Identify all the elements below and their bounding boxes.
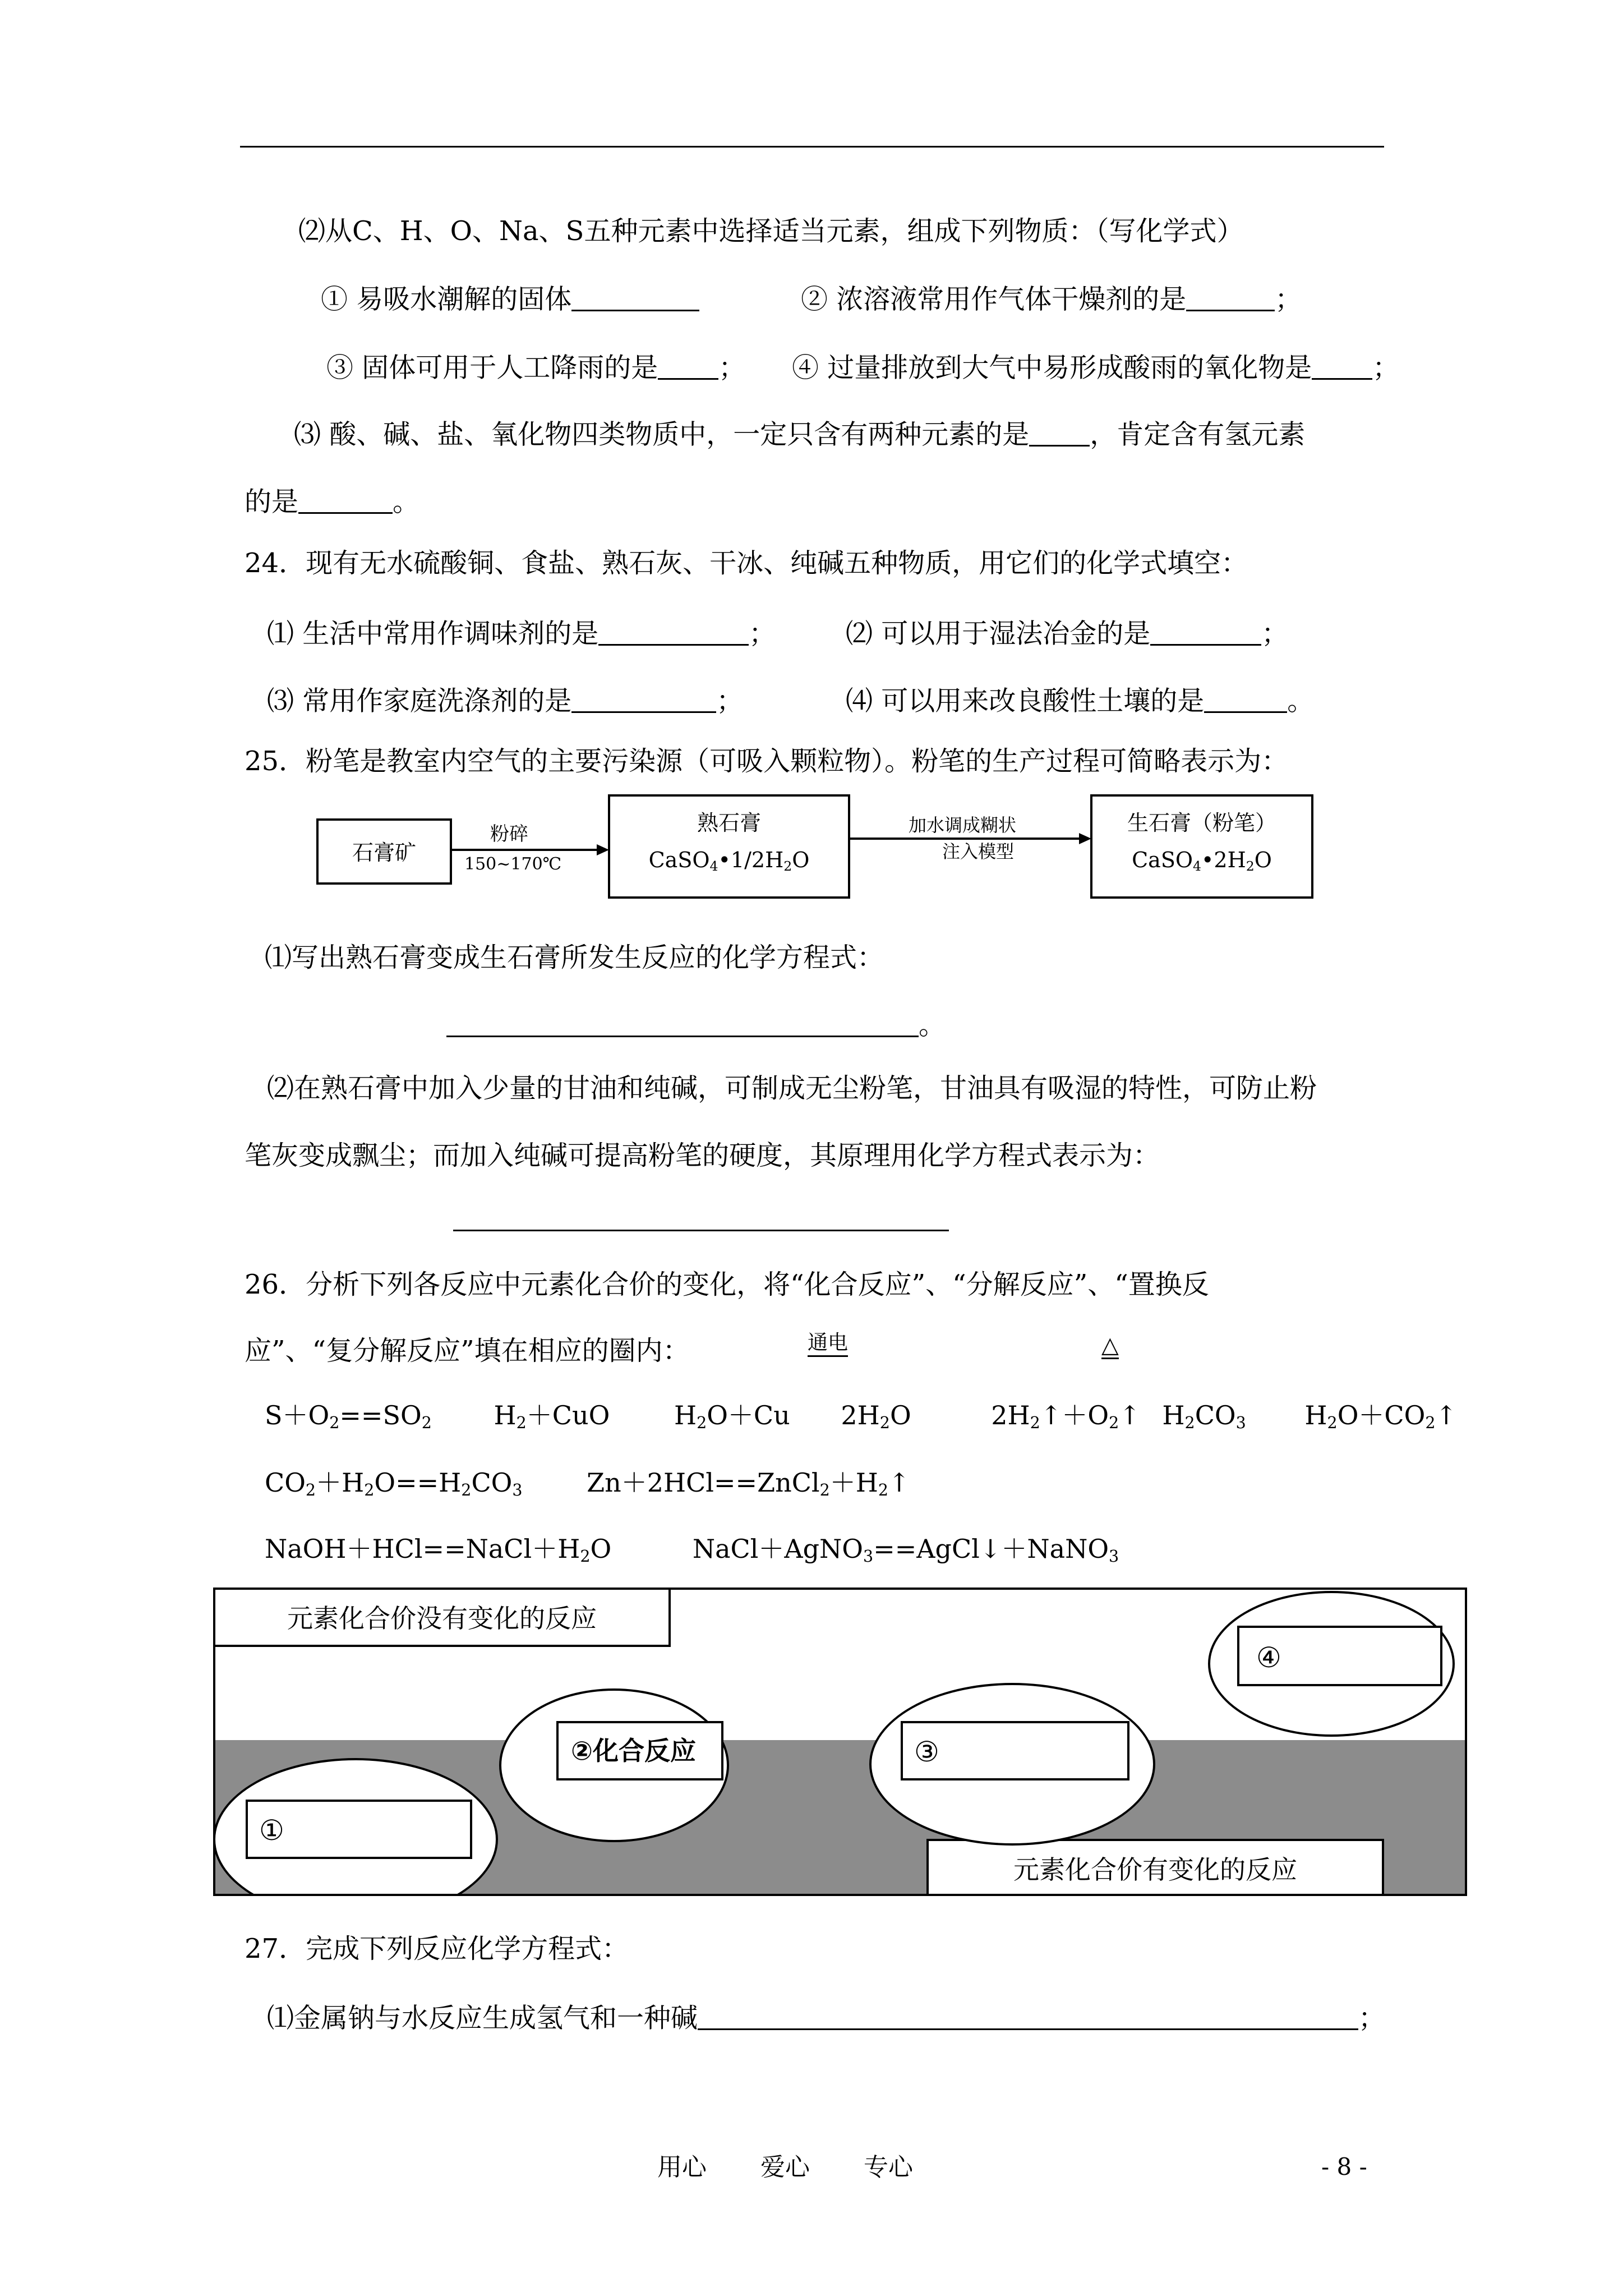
answer-blank[interactable] — [698, 2001, 1358, 2030]
q24-item2: ⑵ 可以用于湿法冶金的是 ； — [846, 618, 1289, 650]
answer-blank[interactable] — [1186, 283, 1275, 311]
q24-item3: ⑶ 常用作家庭洗涤剂的是 ； — [267, 685, 744, 717]
answer-blank[interactable] — [298, 485, 393, 514]
q23-item2: ② 浓溶液常用作气体干燥剂的是 ； — [801, 283, 1302, 315]
answer-blank[interactable] — [598, 617, 749, 646]
q23-item1: ① 易吸水潮解的固体 — [321, 283, 699, 312]
flow-arrow1-label-top: 粉碎 — [490, 823, 528, 845]
q26-equations-row2: $CO_2+H_2O==H_2CO_3$ $Zn+2HCl==ZnCl_2+H_2↑$ — [265, 1467, 910, 1500]
condition-heat: △ — [1101, 1332, 1119, 1358]
condition-electrolysis: 通电 — [808, 1333, 848, 1357]
answer-box-2[interactable]: ②化合反应 — [556, 1721, 723, 1780]
answer-box-3[interactable]: ③ — [901, 1721, 1129, 1780]
flow-box-plaster: 熟石膏 $CaSO_4•1/2H_2O$ — [608, 794, 850, 899]
answer-blank[interactable] — [658, 351, 718, 380]
answer-blank[interactable] — [1029, 418, 1090, 447]
q26-equations-row1: $S+O_2==SO_2$ $H_2+CuO$ $H_2O+Cu$ $2H_2O$ $2H_2↑+O_2↑$ $H_2CO_3$ $H_2O+CO_2↑$ — [265, 1400, 1458, 1433]
footer-motto: 用心 爱心 专心 — [657, 2153, 913, 2182]
answer-blank[interactable] — [446, 1009, 919, 1037]
q26-stem-line2: 应”、“复分解反应”填在相应的圈内： — [245, 1335, 690, 1366]
flow-box-gypsum-ore: 石膏矿 — [316, 818, 452, 885]
page-number: - 8 - — [1321, 2153, 1367, 2180]
answer-box-1[interactable]: ① — [246, 1800, 472, 1859]
q27-item1: ⑴金属钠与水反应生成氢气和一种碱 ； — [267, 2002, 1386, 2034]
answer-box-4[interactable]: ④ — [1237, 1626, 1442, 1686]
q25-part1-answer: 。 — [446, 1009, 946, 1038]
q27-stem: 27．完成下列反应化学方程式： — [245, 1933, 629, 1964]
q24-item1: ⑴ 生活中常用作调味剂的是 ； — [267, 618, 776, 650]
q25-part1: ⑴写出熟石膏变成生石膏所发生反应的化学方程式： — [265, 942, 884, 973]
q23-part3-line1: ⑶ 酸、碱、盐、氧化物四类物质中，一定只含有两种元素的是 ，肯定含有氢元素 — [294, 418, 1306, 450]
reaction-classification-diagram — [213, 1588, 1467, 1896]
q23-part3-line2: 的是 。 — [245, 486, 420, 518]
q25-part2-line1: ⑵在熟石膏中加入少量的甘油和纯碱，可制成无尘粉笔，甘油具有吸湿的特性，可防止粉 — [267, 1073, 1317, 1104]
q23-part2-intro: ⑵从C、H、O、Na、S五种元素中选择适当元素，组成下列物质：（写化学式） — [298, 215, 1244, 247]
q25-part2-answer-line[interactable] — [453, 1230, 949, 1231]
flow-arrow2-label-top: 加水调成糊状 — [909, 815, 1017, 836]
q26-equations-row3: $NaOH+HCl==NaCl+H_2O$ NaCl＋AgNO$_3$==AgCl↓＋NaNO$_3$ — [265, 1534, 1119, 1566]
q24-stem: 24．现有无水硫酸铜、食盐、熟石灰、干冰、纯碱五种物质，用它们的化学式填空： — [245, 547, 1248, 579]
flow-arrow1-label-bottom: 150~170℃ — [464, 854, 562, 874]
header-rule — [240, 146, 1384, 148]
label-valence-change: 元素化合价有变化的反应 — [926, 1839, 1384, 1896]
q23-item3: ③ 固体可用于人工降雨的是 ； — [326, 352, 746, 384]
q23-item4: ④ 过量排放到大气中易形成酸雨的氧化物是 ； — [792, 352, 1400, 384]
q26-stem-line1: 26．分析下列各反应中元素化合价的变化，将“化合反应”、“分解反应”、“置换反 — [245, 1269, 1209, 1300]
answer-blank[interactable] — [571, 283, 699, 311]
q24-item4: ⑷ 可以用来改良酸性土壤的是 。 — [846, 685, 1315, 717]
answer-blank[interactable] — [1150, 617, 1261, 646]
answer-blank[interactable] — [571, 684, 716, 713]
answer-blank[interactable] — [1204, 684, 1287, 713]
q25-stem: 25．粉笔是教室内空气的主要污染源（可吸入颗粒物）。粉笔的生产过程可简略表示为： — [245, 746, 1289, 777]
label-no-valence-change: 元素化合价没有变化的反应 — [213, 1588, 671, 1647]
flow-box-gypsum: 生石膏（粉笔） $CaSO_4•2H_2O$ — [1090, 794, 1313, 899]
answer-blank[interactable] — [1312, 351, 1372, 380]
q25-part2-line2: 笔灰变成飘尘；而加入纯碱可提高粉笔的硬度，其原理用化学方程式表示为： — [245, 1140, 1160, 1171]
flow-arrow2-label-bottom: 注入模型 — [942, 841, 1015, 862]
